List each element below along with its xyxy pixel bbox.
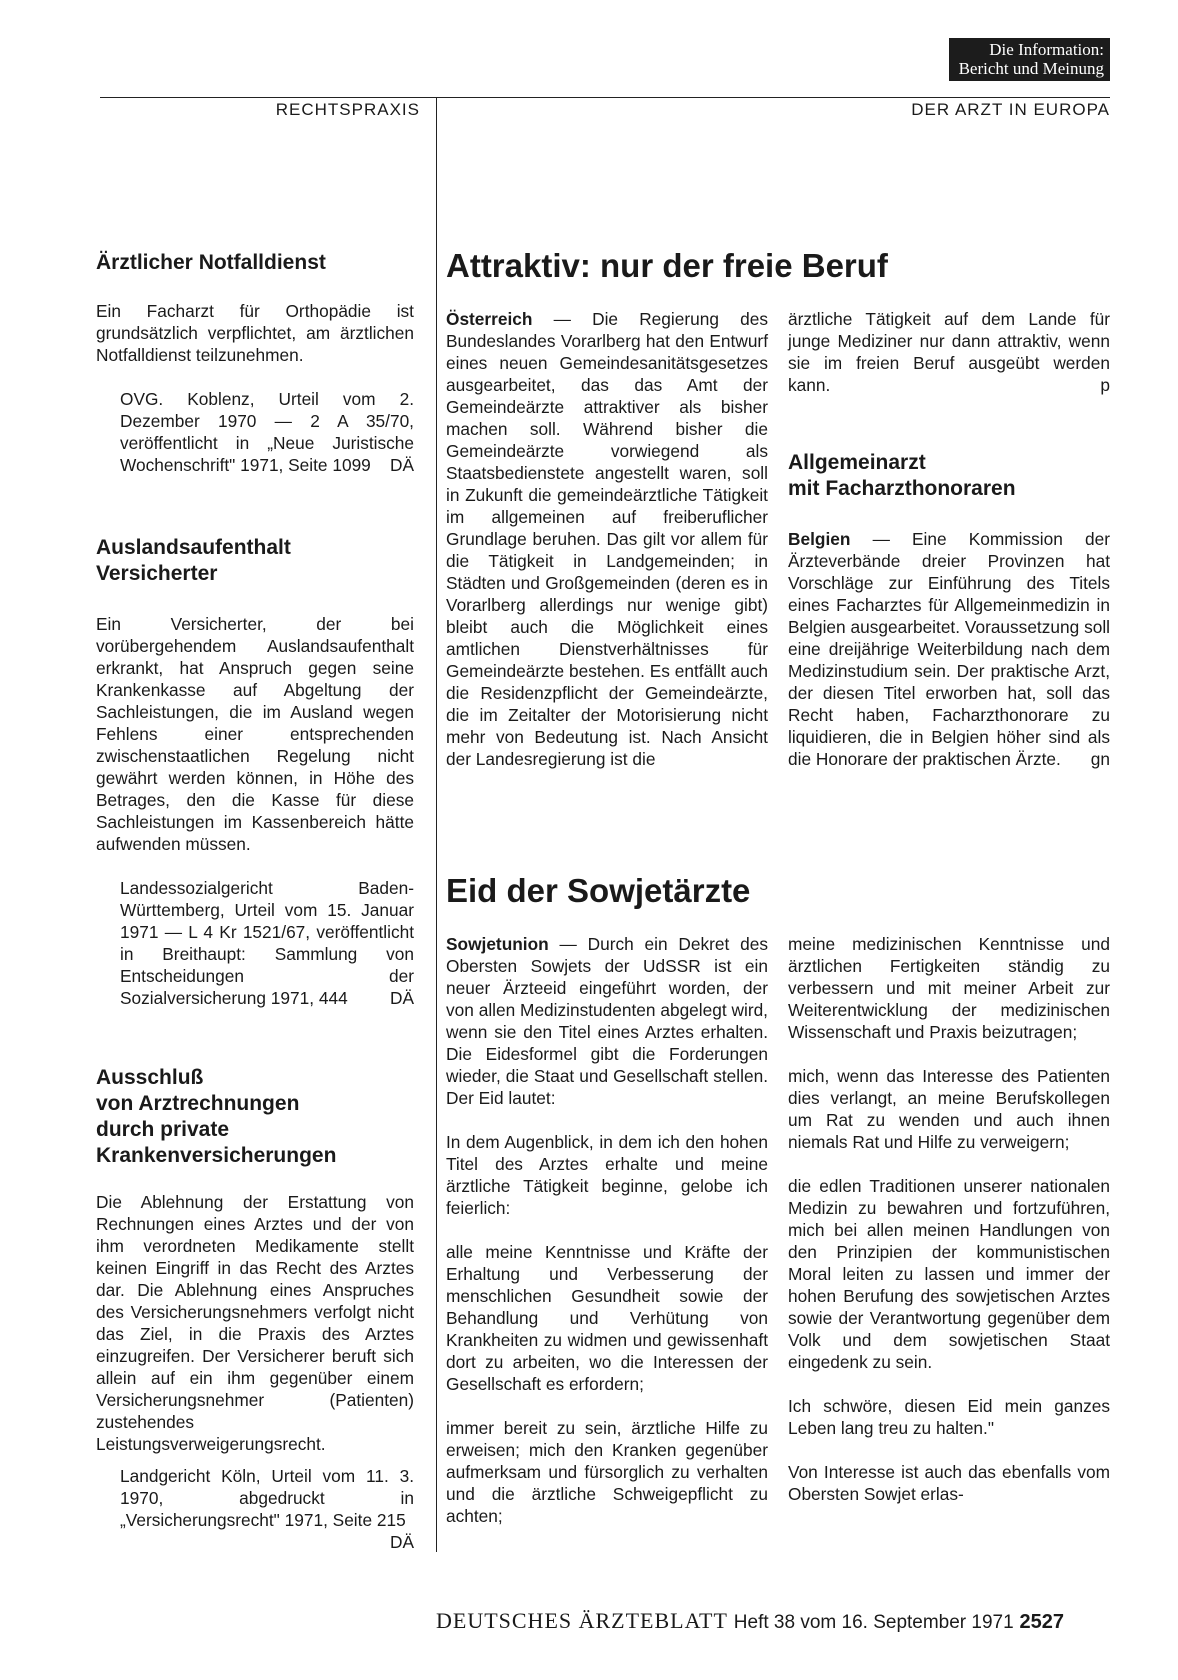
author-signature: gn bbox=[1090, 749, 1110, 769]
article-citation: Landgericht Köln, Urteil vom 11. 3. 1970, abgedruckt in „Versicherungsrecht" 1971, Seite 215 DÄ bbox=[120, 1466, 414, 1552]
article-ausschluss bbox=[96, 1065, 414, 1553]
article-body: Sowjetunion — Durch ein Dekret des Obersten Sowjets der UdSSR ist ein neuer Ärzteeid eingeführt worden, der von allen Medizinstudenten abgelegt wird, wenn sie den Titel eines Arztes erhalten. Die Eidesformel gibt die Forderungen wieder, die Staat und Gesellschaft stellen. Der Eid lautet: bbox=[446, 934, 768, 1108]
article-attraktiv-col1 bbox=[446, 308, 768, 770]
article-eid-col2 bbox=[788, 933, 1110, 1505]
article-body: Ein Versicherter, der bei vorübergehendem Auslandsaufenthalt erkrankt, hat Anspruch gegen seine Krankenkasse auf Abgeltung der Sachleistungen, die im Ausland wegen Fehlens einer entsprechenden zwischenstaatlichen Regelung nicht gewährt werden können, in Höhe des Betrages, den die Kasse für diese Sachleistungen im Kassenbereich hätte aufwenden müssen. bbox=[96, 614, 414, 854]
article-body: Österreich — Die Regierung des Bundeslandes Vorarlberg hat den Entwurf eines neuen Gemeindesanitätsgesetzes ausgearbeitet, das das Amt der Gemeindeärzte attraktiver als bisher machen soll. Während bisher die Gemeindeärzte vorwiegend als Staatsbedienstete angestellt waren, soll in Zukunft die gemeindeärztliche Tätigkeit im allgemeinen auf freiberuflicher Grundlage beruhen. Das gilt vor allem für die Tätigkeit in Landgemeinden; in Städten und Großgemeinden (deren es in Vorarlberg allerdings nur wenige gibt) bleibt auch die Möglichkeit eines amtlichen Dienstverhältnisses für Gemeindeärzte bestehen. Es entfällt auch die Residenzpflicht der Gemeindeärzte, die im Zeitalter der Motorisierung nicht mehr von Bedeutung ist. Nach Ansicht der Landesregierung ist die bbox=[446, 309, 768, 769]
article-eid-col1 bbox=[446, 933, 768, 1527]
author-signature: DÄ bbox=[389, 455, 414, 475]
article-title: Allgemeinarzt mit Facharzthonoraren bbox=[788, 451, 1016, 500]
article-attraktiv-col2 bbox=[788, 308, 1110, 396]
header-rule bbox=[100, 97, 1110, 98]
article-headline-eid: Eid der Sowjetärzte bbox=[446, 872, 751, 909]
article-citation: OVG. Koblenz, Urteil vom 2. Dezember 1970 — 2 A 35/70, veröffentlicht in „Neue Juristische Wochenschrift" 1971, Seite 1099 DÄ bbox=[120, 389, 414, 475]
oath-paragraph: In dem Augenblick, in dem ich den hohen Titel des Arztes erhalte und meine ärztliche Tätigkeit beginne, gelobe ich feierlich: bbox=[446, 1132, 768, 1218]
article-lead-region: Belgien bbox=[788, 529, 851, 549]
article-auslandsaufenthalt bbox=[96, 535, 414, 1009]
article-citation: Landessozialgericht Baden-Württemberg, Urteil vom 15. Januar 1971 — L 4 Kr 1521/67, veröffentlicht in Breithaupt: Sammlung von Entscheidungen der Sozialversicherung 1971, 444 DÄ bbox=[120, 878, 414, 1008]
oath-paragraph: alle meine Kenntnisse und Kräfte der Erhaltung und Verbesserung der menschlichen Gesundheit sowie der Behandlung und Verhütung von Krankheiten zu widmen und gewissenhaft dort zu arbeiten, wo die Interessen der Gesellschaft es erfordern; bbox=[446, 1242, 768, 1394]
oath-paragraph: mich, wenn das Interesse des Patienten dies verlangt, an meine Berufskollegen um Rat zu wenden und auch ihnen niemals Rat und Hilfe zu verweigern; bbox=[788, 1066, 1110, 1152]
article-headline-attraktiv: Attraktiv: nur der freie Beruf bbox=[446, 247, 888, 284]
article-body: Ein Facharzt für Orthopädie ist grundsätzlich verpflichtet, am ärztlichen Notfalldienst teilzunehmen. bbox=[96, 301, 414, 365]
article-allgemeinarzt bbox=[788, 450, 1110, 770]
page-number: 2527 bbox=[1019, 1611, 1065, 1633]
article-body: Von Interesse ist auch das ebenfalls vom Obersten Sowjet erlas- bbox=[788, 1462, 1110, 1504]
article-body: Belgien — Eine Kommission der Ärzteverbände dreier Provinzen hat Vorschläge zur Einführung des Titels eines Facharztes für Allgemeinmedizin in Belgien ausgearbeitet. Voraussetzung soll eine dreijährige Weiterbildung nach dem Medizinstudium sein. Der praktische Arzt, der diesen Titel erworben hat, soll das Recht haben, Facharzthonorare zu liquidieren, die in Belgien höher sind als die Honorare der praktischen Ärzte. gn bbox=[788, 529, 1110, 769]
column-divider bbox=[436, 97, 437, 1552]
article-body: Die Ablehnung der Erstattung von Rechnungen eines Arztes und der von ihm verordneten Medikamente stellt keinen Eingriff in das Recht des Arztes dar. Die Ablehnung eines Anspruches des Versicherungsnehmers verfolgt nicht das Ziel, in die Praxis des Arztes einzugreifen. Der Versicherer beruft sich allein auf ein ihm gegenüber einem Versicherungsnehmer (Patienten) zustehendes Leistungsverweigerungsrecht. bbox=[96, 1192, 414, 1454]
article-lead-region: Sowjetunion bbox=[446, 934, 549, 954]
info-banner-line2: Bericht und Meinung bbox=[958, 59, 1104, 78]
article-title: Ärztlicher Notfalldienst bbox=[96, 251, 326, 274]
article-body: ärztliche Tätigkeit auf dem Lande für junge Mediziner nur dann attraktiv, wenn sie im freien Beruf ausgeübt werden kann. p bbox=[788, 309, 1110, 395]
info-banner bbox=[949, 38, 1110, 81]
author-signature: p bbox=[1100, 375, 1110, 395]
author-signature: DÄ bbox=[389, 1532, 414, 1552]
oath-paragraph: die edlen Traditionen unserer nationalen Medizin zu bewahren und fortzuführen, mich bei allen meinen Handlungen von den Prinzipien der kommunistischen Moral leiten zu lassen und immer der hohen Berufung des sowjetischen Arztes sowie der Verantwortung gegenüber dem Volk und dem sowjetischen Staat eingedenk zu sein. bbox=[788, 1176, 1110, 1372]
magazine-name: DEUTSCHES ÄRZTEBLATT bbox=[436, 1608, 728, 1633]
article-title: Auslandsaufenthalt Versicherter bbox=[96, 536, 291, 585]
oath-paragraph: Ich schwöre, diesen Eid mein ganzes Leben lang treu zu halten." bbox=[788, 1396, 1110, 1438]
page-footer bbox=[436, 1608, 1106, 1634]
article-notfalldienst bbox=[96, 250, 414, 476]
author-signature: DÄ bbox=[389, 988, 414, 1008]
oath-paragraph: meine medizinischen Kenntnisse und ärztlichen Fertigkeiten ständig zu verbessern und mit meiner Arbeit zur Weiterentwicklung der medizinischen Wissenschaft und Praxis beizutragen; bbox=[788, 934, 1110, 1042]
article-title: Ausschluß von Arztrechnungen durch private Krankenversicherungen bbox=[96, 1066, 337, 1167]
section-label-right: DER ARZT IN EUROPA bbox=[911, 100, 1110, 119]
article-lead-region: Österreich bbox=[446, 309, 533, 329]
issue-info: Heft 38 vom 16. September 1971 bbox=[733, 1612, 1014, 1633]
section-label-left: RECHTSPRAXIS bbox=[275, 100, 420, 119]
oath-paragraph: immer bereit zu sein, ärztliche Hilfe zu erweisen; mich den Kranken gegenüber aufmerksam und fürsorglich zu verhalten und die ärztliche Schweigepflicht zu achten; bbox=[446, 1418, 768, 1526]
info-banner-line1: Die Information: bbox=[989, 40, 1104, 59]
